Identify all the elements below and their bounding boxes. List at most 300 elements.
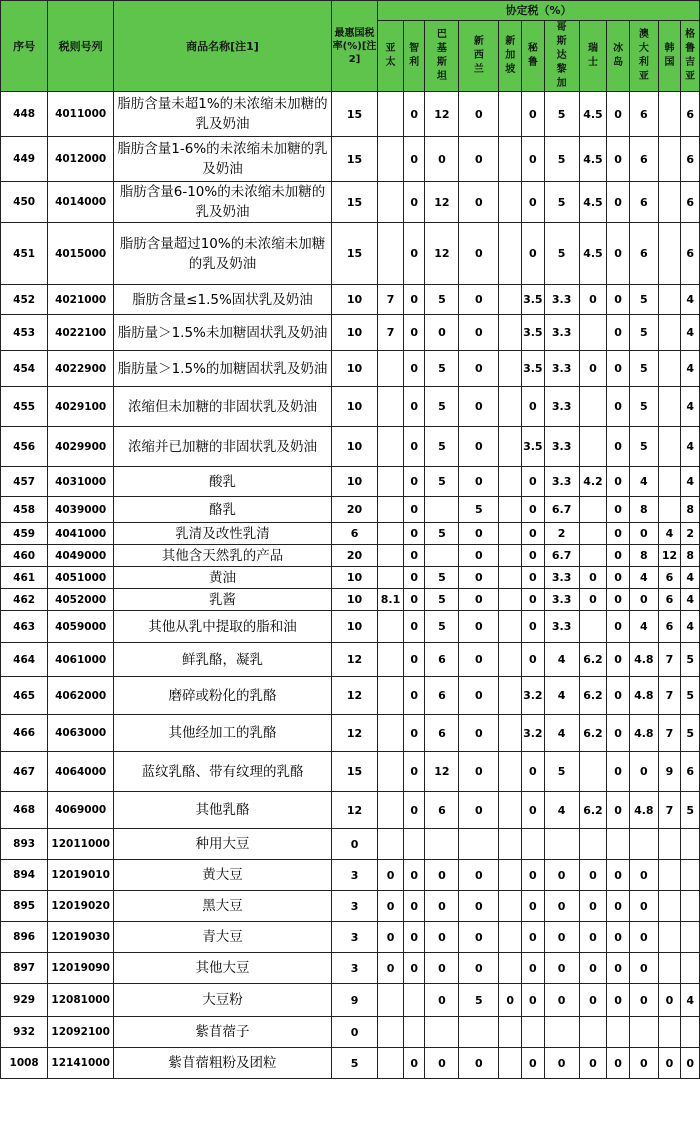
row-rate: 5 — [459, 984, 499, 1017]
row-rate: 0 — [403, 223, 425, 285]
row-rate: 3.5 — [522, 427, 545, 467]
row-code: 4011000 — [48, 92, 114, 137]
row-rate: 0 — [459, 523, 499, 545]
row-rate: 0 — [579, 891, 607, 922]
row-name: 酸乳 — [114, 467, 332, 497]
row-rate — [658, 1017, 681, 1048]
row-rate: 0 — [607, 643, 630, 677]
row-rate: 0 — [459, 792, 499, 829]
row-code: 4022100 — [48, 315, 114, 351]
row-seq: 459 — [1, 523, 48, 545]
row-rate — [378, 829, 404, 860]
row-rate — [499, 792, 522, 829]
row-mfn: 3 — [331, 860, 377, 891]
row-rate: 6 — [629, 92, 658, 137]
header-country-label: 哥斯达黎加 — [556, 22, 567, 89]
row-seq: 896 — [1, 922, 48, 953]
header-country — [681, 21, 700, 92]
row-mfn: 3 — [331, 953, 377, 984]
header-agreement: 协定税（%） — [378, 1, 700, 21]
row-mfn: 5 — [331, 1048, 377, 1079]
row-code: 4059000 — [48, 611, 114, 643]
row-rate — [544, 829, 579, 860]
row-rate: 0 — [579, 984, 607, 1017]
row-seq: 932 — [1, 1017, 48, 1048]
row-rate — [681, 953, 700, 984]
row-code: 12092100 — [48, 1017, 114, 1048]
row-rate: 0 — [425, 922, 459, 953]
row-seq: 454 — [1, 351, 48, 387]
table-row — [1, 589, 700, 611]
row-rate: 0 — [459, 611, 499, 643]
row-mfn: 20 — [331, 545, 377, 567]
row-code: 4064000 — [48, 752, 114, 792]
header-country-label: 新西兰 — [473, 36, 484, 75]
row-rate: 4 — [544, 792, 579, 829]
row-mfn: 12 — [331, 715, 377, 752]
row-rate: 6.7 — [544, 545, 579, 567]
row-rate — [658, 427, 681, 467]
row-rate: 6 — [629, 182, 658, 223]
row-seq: 894 — [1, 860, 48, 891]
row-code: 4039000 — [48, 497, 114, 523]
row-rate — [378, 497, 404, 523]
row-rate: 3.3 — [544, 611, 579, 643]
row-rate: 5 — [629, 387, 658, 427]
header-country — [579, 21, 607, 92]
row-name: 其他从乳中提取的脂和油 — [114, 611, 332, 643]
row-rate: 0 — [522, 387, 545, 427]
row-rate: 5 — [425, 523, 459, 545]
row-rate: 4 — [681, 427, 700, 467]
row-rate: 4 — [681, 567, 700, 589]
row-rate: 0 — [607, 891, 630, 922]
row-rate: 0 — [607, 984, 630, 1017]
row-rate: 6.2 — [579, 792, 607, 829]
row-rate: 0 — [425, 984, 459, 1017]
row-rate: 5 — [425, 467, 459, 497]
row-rate: 0 — [403, 922, 425, 953]
row-rate — [499, 523, 522, 545]
row-rate — [499, 137, 522, 182]
row-rate: 4 — [658, 523, 681, 545]
row-rate — [499, 611, 522, 643]
row-rate: 0 — [607, 497, 630, 523]
row-rate: 0 — [403, 467, 425, 497]
row-rate — [499, 497, 522, 523]
row-rate: 6 — [629, 137, 658, 182]
row-rate — [499, 643, 522, 677]
row-rate: 4 — [629, 611, 658, 643]
table-row — [1, 984, 700, 1017]
row-mfn: 3 — [331, 891, 377, 922]
row-code: 12019010 — [48, 860, 114, 891]
row-mfn: 10 — [331, 567, 377, 589]
row-mfn: 6 — [331, 523, 377, 545]
table-row — [1, 351, 700, 387]
row-name: 脂肪含量≤1.5%固状乳及奶油 — [114, 285, 332, 315]
row-name: 脂肪含量未超1%的未浓缩未加糖的乳及奶油 — [114, 92, 332, 137]
row-rate: 0 — [459, 860, 499, 891]
row-rate: 0 — [459, 351, 499, 387]
row-rate: 0 — [544, 891, 579, 922]
row-seq: 452 — [1, 285, 48, 315]
row-rate — [378, 223, 404, 285]
row-rate: 0 — [522, 953, 545, 984]
row-rate: 3.3 — [544, 387, 579, 427]
row-rate: 0 — [522, 589, 545, 611]
row-rate: 0 — [378, 891, 404, 922]
header-code: 税则号列 — [48, 1, 114, 92]
row-rate — [499, 223, 522, 285]
row-rate: 0 — [629, 523, 658, 545]
row-name: 磨碎或粉化的乳酪 — [114, 677, 332, 715]
row-code: 4051000 — [48, 567, 114, 589]
row-code: 12019090 — [48, 953, 114, 984]
row-rate: 0 — [378, 860, 404, 891]
row-rate: 6.2 — [579, 643, 607, 677]
header-country-label: 新加坡 — [505, 36, 516, 75]
row-rate: 0 — [403, 589, 425, 611]
row-code: 4049000 — [48, 545, 114, 567]
row-rate: 0 — [378, 922, 404, 953]
row-rate: 0 — [607, 427, 630, 467]
row-code: 12011000 — [48, 829, 114, 860]
row-rate — [378, 715, 404, 752]
row-rate: 0 — [579, 953, 607, 984]
row-rate: 12 — [658, 545, 681, 567]
row-rate: 0 — [607, 611, 630, 643]
row-rate — [579, 497, 607, 523]
row-rate: 3.3 — [544, 427, 579, 467]
row-rate — [658, 285, 681, 315]
row-rate: 4.8 — [629, 643, 658, 677]
row-rate — [579, 1017, 607, 1048]
table-row — [1, 677, 700, 715]
row-rate: 0 — [403, 891, 425, 922]
row-name: 其他含天然乳的产品 — [114, 545, 332, 567]
row-rate: 6 — [425, 715, 459, 752]
row-rate: 0 — [459, 891, 499, 922]
row-rate: 0 — [629, 984, 658, 1017]
row-name: 乳清及改性乳清 — [114, 523, 332, 545]
row-rate — [579, 829, 607, 860]
row-rate: 7 — [658, 715, 681, 752]
row-rate: 0 — [522, 182, 545, 223]
row-rate: 6 — [425, 643, 459, 677]
row-name: 紫苜蓿子 — [114, 1017, 332, 1048]
table-row — [1, 137, 700, 182]
row-rate — [499, 1048, 522, 1079]
row-rate — [607, 829, 630, 860]
row-rate: 6 — [681, 182, 700, 223]
row-rate: 5 — [681, 792, 700, 829]
header-country-label: 格鲁吉亚 — [685, 29, 696, 82]
row-rate: 0 — [459, 427, 499, 467]
row-rate — [499, 315, 522, 351]
row-rate: 0 — [522, 545, 545, 567]
row-rate: 0 — [459, 182, 499, 223]
row-mfn: 15 — [331, 223, 377, 285]
row-rate — [658, 922, 681, 953]
row-rate: 5 — [425, 611, 459, 643]
row-rate: 3.3 — [544, 567, 579, 589]
row-rate — [378, 387, 404, 427]
row-rate: 4.8 — [629, 792, 658, 829]
row-seq: 458 — [1, 497, 48, 523]
row-rate: 0 — [607, 677, 630, 715]
row-rate: 0 — [522, 137, 545, 182]
row-rate: 0 — [607, 922, 630, 953]
row-rate: 12 — [425, 182, 459, 223]
row-mfn: 0 — [331, 829, 377, 860]
table-row — [1, 752, 700, 792]
row-rate: 0 — [607, 182, 630, 223]
row-mfn: 10 — [331, 427, 377, 467]
row-rate: 0 — [403, 567, 425, 589]
row-rate: 0 — [522, 752, 545, 792]
row-rate — [658, 315, 681, 351]
row-rate: 4 — [629, 567, 658, 589]
row-seq: 451 — [1, 223, 48, 285]
row-name: 脂肪含量超过10%的未浓缩未加糖的乳及奶油 — [114, 223, 332, 285]
row-rate: 0 — [522, 643, 545, 677]
row-rate: 4 — [544, 643, 579, 677]
row-rate — [499, 182, 522, 223]
row-rate: 0 — [459, 387, 499, 427]
row-mfn: 15 — [331, 137, 377, 182]
table-row — [1, 922, 700, 953]
row-rate: 0 — [403, 953, 425, 984]
row-rate — [425, 497, 459, 523]
row-seq: 457 — [1, 467, 48, 497]
row-rate: 7 — [658, 643, 681, 677]
row-rate — [459, 829, 499, 860]
row-rate: 0 — [579, 1048, 607, 1079]
row-name: 酪乳 — [114, 497, 332, 523]
row-name: 乳酱 — [114, 589, 332, 611]
row-rate — [403, 1017, 425, 1048]
row-seq: 456 — [1, 427, 48, 467]
row-rate: 6 — [681, 92, 700, 137]
row-rate: 3.3 — [544, 285, 579, 315]
row-rate: 0 — [629, 1048, 658, 1079]
row-rate: 0 — [403, 860, 425, 891]
table-row — [1, 953, 700, 984]
row-mfn: 12 — [331, 643, 377, 677]
header-seq: 序号 — [1, 1, 48, 92]
row-mfn: 15 — [331, 752, 377, 792]
row-rate — [579, 611, 607, 643]
row-name: 其他经加工的乳酪 — [114, 715, 332, 752]
row-rate: 4 — [681, 315, 700, 351]
row-rate — [378, 467, 404, 497]
row-rate: 4 — [681, 285, 700, 315]
row-rate: 5 — [544, 137, 579, 182]
row-rate: 5 — [629, 427, 658, 467]
header-country — [544, 21, 579, 92]
row-name: 浓缩但未加糖的非固状乳及奶油 — [114, 387, 332, 427]
row-rate: 0 — [403, 611, 425, 643]
row-rate: 0 — [459, 567, 499, 589]
row-rate: 0 — [607, 1048, 630, 1079]
row-rate: 8.1 — [378, 589, 404, 611]
row-rate: 4 — [681, 589, 700, 611]
row-rate: 0 — [607, 715, 630, 752]
table-row — [1, 467, 700, 497]
row-rate: 0 — [607, 92, 630, 137]
row-rate: 0 — [459, 677, 499, 715]
header-country-label: 亚太 — [385, 43, 396, 68]
row-rate — [629, 829, 658, 860]
row-rate: 2 — [544, 523, 579, 545]
table-row — [1, 427, 700, 467]
row-code: 12141000 — [48, 1048, 114, 1079]
row-rate: 0 — [459, 315, 499, 351]
row-rate: 5 — [425, 387, 459, 427]
row-rate: 4 — [629, 467, 658, 497]
row-code: 4029900 — [48, 427, 114, 467]
table-row — [1, 545, 700, 567]
row-rate — [499, 567, 522, 589]
row-rate — [378, 545, 404, 567]
row-rate — [459, 1017, 499, 1048]
row-rate: 0 — [459, 589, 499, 611]
row-rate: 0 — [681, 1048, 700, 1079]
row-mfn: 10 — [331, 285, 377, 315]
table-row — [1, 643, 700, 677]
row-rate: 0 — [403, 351, 425, 387]
row-rate — [658, 891, 681, 922]
row-rate: 0 — [607, 953, 630, 984]
row-rate: 0 — [607, 545, 630, 567]
table-row — [1, 387, 700, 427]
row-rate — [681, 922, 700, 953]
row-name: 脂肪含量1-6%的未浓缩未加糖的乳及奶油 — [114, 137, 332, 182]
row-rate: 0 — [403, 315, 425, 351]
header-name: 商品名称[注1] — [114, 1, 332, 92]
row-rate: 3.2 — [522, 677, 545, 715]
row-rate — [378, 567, 404, 589]
row-seq: 448 — [1, 92, 48, 137]
row-rate: 0 — [459, 922, 499, 953]
row-rate: 0 — [629, 752, 658, 792]
row-rate: 5 — [681, 643, 700, 677]
row-rate: 4 — [681, 984, 700, 1017]
row-seq: 453 — [1, 315, 48, 351]
row-rate: 0 — [629, 891, 658, 922]
row-rate — [378, 677, 404, 715]
row-rate — [378, 1017, 404, 1048]
table-row — [1, 860, 700, 891]
row-rate: 5 — [544, 223, 579, 285]
row-rate — [378, 523, 404, 545]
table-row — [1, 523, 700, 545]
row-rate: 0 — [522, 891, 545, 922]
row-code: 4031000 — [48, 467, 114, 497]
row-rate — [579, 523, 607, 545]
row-rate: 4.5 — [579, 92, 607, 137]
row-seq: 1008 — [1, 1048, 48, 1079]
row-rate: 0 — [607, 137, 630, 182]
row-rate: 0 — [607, 467, 630, 497]
row-rate — [378, 643, 404, 677]
row-rate: 0 — [522, 792, 545, 829]
row-mfn: 3 — [331, 922, 377, 953]
row-rate: 0 — [607, 387, 630, 427]
row-rate: 0 — [522, 1048, 545, 1079]
row-rate: 0 — [607, 223, 630, 285]
row-rate: 0 — [403, 523, 425, 545]
row-rate: 0 — [522, 860, 545, 891]
header-country-label: 韩国 — [664, 43, 675, 68]
row-seq: 455 — [1, 387, 48, 427]
row-rate: 0 — [425, 315, 459, 351]
row-seq: 897 — [1, 953, 48, 984]
table-row — [1, 315, 700, 351]
row-rate — [499, 387, 522, 427]
row-rate — [499, 545, 522, 567]
header-country-label: 冰岛 — [613, 43, 624, 68]
row-rate — [378, 92, 404, 137]
row-rate: 0 — [522, 523, 545, 545]
row-rate: 0 — [658, 1048, 681, 1079]
header-country-label: 秘鲁 — [527, 43, 538, 68]
row-rate: 3.3 — [544, 467, 579, 497]
row-rate — [499, 891, 522, 922]
row-mfn: 0 — [331, 1017, 377, 1048]
row-rate: 6 — [629, 223, 658, 285]
row-rate: 0 — [403, 92, 425, 137]
row-name: 大豆粉 — [114, 984, 332, 1017]
table-row — [1, 567, 700, 589]
row-rate: 0 — [425, 1048, 459, 1079]
row-rate: 4 — [681, 611, 700, 643]
row-rate: 0 — [403, 677, 425, 715]
row-code: 4052000 — [48, 589, 114, 611]
row-rate — [403, 984, 425, 1017]
row-rate: 0 — [607, 792, 630, 829]
row-rate: 0 — [378, 953, 404, 984]
table-row — [1, 223, 700, 285]
row-code: 12081000 — [48, 984, 114, 1017]
row-rate: 5 — [425, 589, 459, 611]
row-rate — [425, 829, 459, 860]
row-seq: 466 — [1, 715, 48, 752]
header-country — [522, 21, 545, 92]
row-rate — [499, 285, 522, 315]
row-seq: 895 — [1, 891, 48, 922]
row-rate: 0 — [425, 137, 459, 182]
row-code: 4041000 — [48, 523, 114, 545]
row-rate — [658, 351, 681, 387]
table-row — [1, 715, 700, 752]
row-rate — [499, 829, 522, 860]
row-rate: 4.5 — [579, 137, 607, 182]
row-rate: 0 — [403, 497, 425, 523]
row-rate — [425, 545, 459, 567]
row-rate: 4.8 — [629, 677, 658, 715]
row-rate: 0 — [403, 792, 425, 829]
row-code: 4021000 — [48, 285, 114, 315]
row-rate: 0 — [403, 1048, 425, 1079]
row-rate — [681, 891, 700, 922]
row-rate — [658, 860, 681, 891]
row-rate — [681, 860, 700, 891]
row-rate: 0 — [403, 715, 425, 752]
header-country-label: 澳大利亚 — [638, 29, 649, 82]
row-rate: 0 — [459, 1048, 499, 1079]
